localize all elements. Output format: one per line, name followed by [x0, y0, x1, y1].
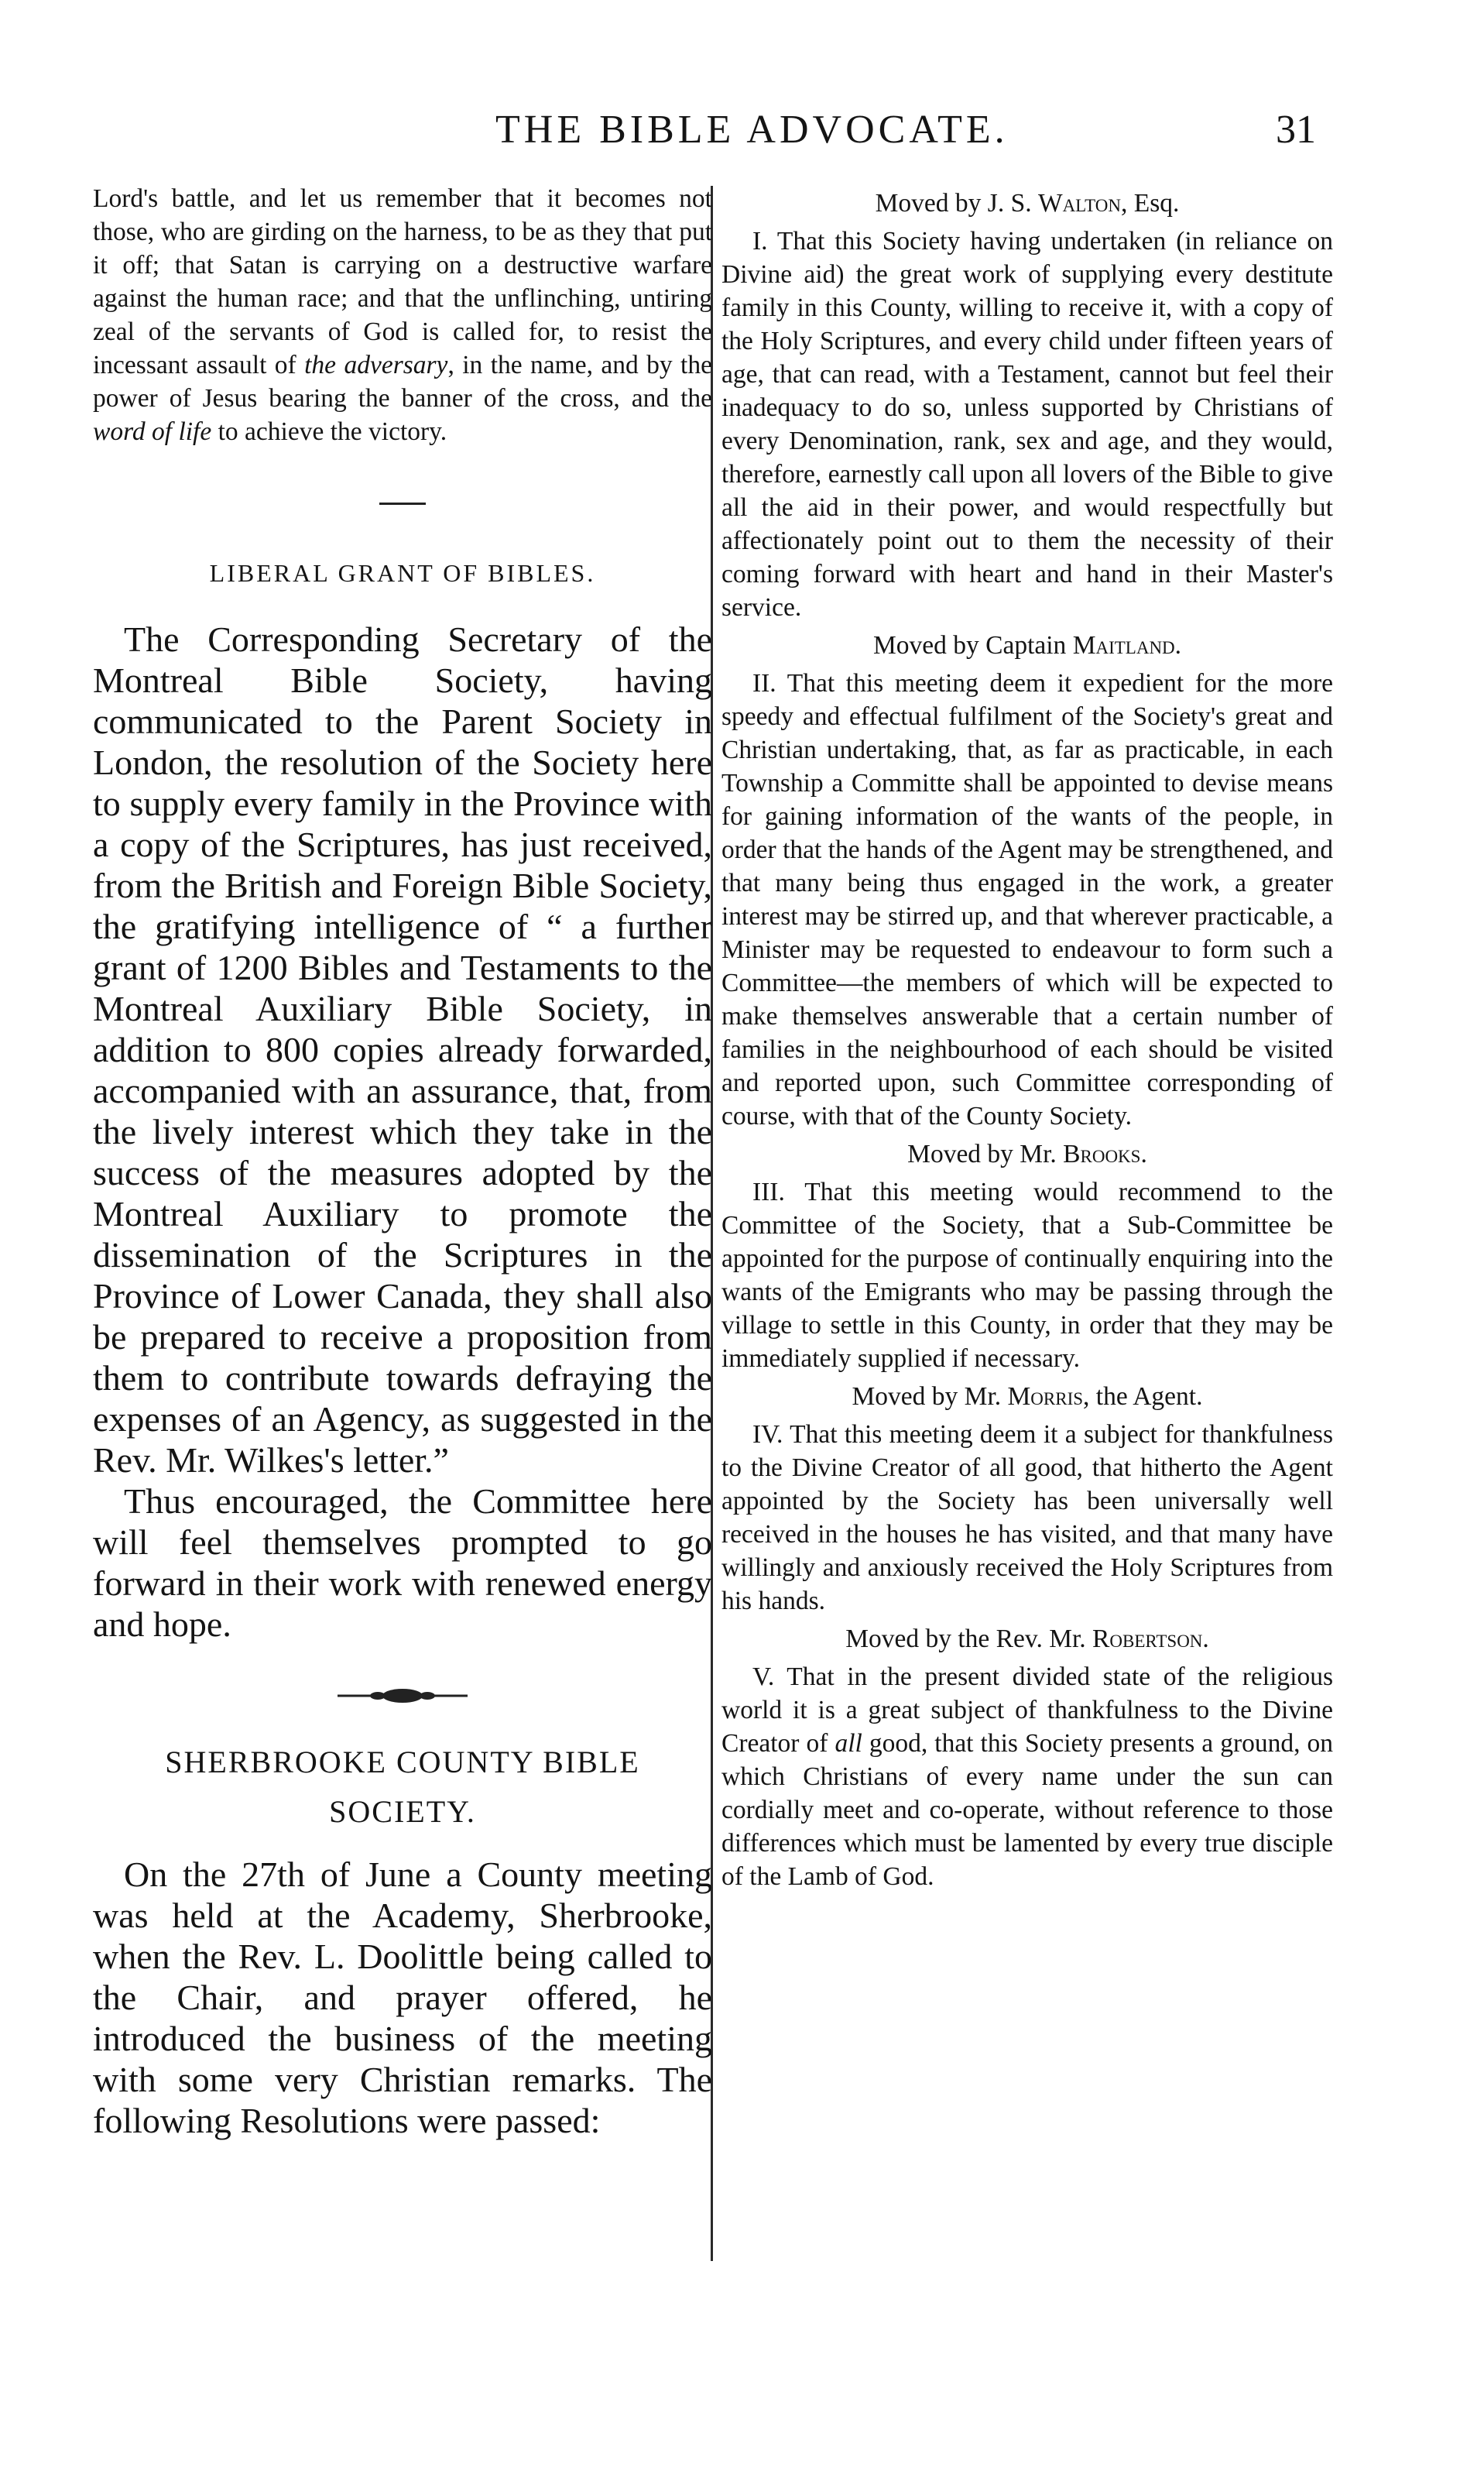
right-column — [721, 182, 1333, 1893]
heading-sherbrooke-line1: SHERBROOKE COUNTY BIBLE — [165, 1745, 640, 1779]
resolution-5 — [721, 1660, 1333, 1893]
meeting-paragraph: On the 27th of June a County meeting was held at the Academy, Sherbrooke, when the Rev. L. Doolittle being called to the Chair, and prayer offered, he introduced the business of the meeting with some very Christian remarks. The following Resolutions were passed: — [93, 1855, 712, 2140]
resolution-1: I. That this Society having undertaken (in reliance on Divine aid) the great work of supplying every destitute family in this County, willing to receive it, with a copy of the Holy Scriptures, and every child under fifteen years of age, that can read, with a Testament, cannot but feel their inadequacy to do so, unless supported by Christians of every Denomination, rank, sex and age, and they would, therefore, earnestly call upon all lovers of the Bible to give all the aid in their power, and would respectfully but affectionately point out to them the necessity of their coming forward with heart and hand in their Master's service. — [721, 227, 1333, 622]
moved-suffix: , Esq. — [1120, 189, 1180, 218]
resolution-4: IV. That this meeting deem it a subject for thankfulness to the Divine Creator of all good, that hitherto the Agent appointed by the Society has been universally well received in the houses he has visited, and that many have willingly and anxiously received the Holy Scriptures from his hands. — [721, 1420, 1333, 1615]
mover-name: Robertson — [1092, 1625, 1203, 1653]
heading-sherbrooke — [93, 1738, 712, 1837]
resolution-2: II. That this meeting deem it expedient for the more speedy and effectual fulfilment of the Society's great and Christian undertaking, that, as far as practicable, in each Township a Committe shall be appointed to devise means for gaining information of the wants of the people, in order that the hands of the Agent may be strengthened, and that many being thus engaged in the work, a greater interest may be stirred up, and that wherever practicable, a Minister may be requested to endeavour to form such a Committee—the members of which will be expected to make themselves answerable that a certain number of families in the neighbourhood of each should be visited and reported upon, such Committee corresponding of course, with that of the County Society. — [721, 669, 1333, 1131]
heading-liberal-grant: LIBERAL GRANT OF BIBLES. — [209, 559, 596, 587]
moved-prefix: Moved by Mr. — [852, 1382, 1008, 1411]
mover-name: Walton — [1037, 189, 1121, 218]
moved-suffix: . — [1140, 1140, 1147, 1168]
running-title: THE BIBLE ADVOCATE. — [495, 108, 1009, 152]
closing-emphasis-adversary: the adversary — [304, 351, 448, 379]
moved-suffix: . — [1174, 631, 1182, 660]
closing-emphasis-word-of-life: word of life — [93, 417, 212, 446]
page-number: 31 — [1276, 108, 1316, 152]
mover-name: Brooks — [1063, 1140, 1141, 1168]
encouraged-paragraph: Thus encouraged, the Committee here will feel themselves prompted to go forward in their work with renewed energy and hope. — [93, 1481, 712, 1644]
moved-by-brooks — [721, 1137, 1333, 1171]
left-column — [93, 182, 712, 2141]
moved-by-robertson — [721, 1622, 1333, 1656]
moved-by-maitland — [721, 629, 1333, 662]
resolution-5-text-b: good, that this Society presents a ground, on which Christians of every name under the sun can cordially meet and co-operate, without reference to those differences which must be lamented by every true disciple of the Lamb of God. — [721, 1729, 1334, 1891]
moved-by-morris — [721, 1380, 1333, 1413]
moved-prefix: Moved by Captain — [872, 631, 1073, 660]
moved-suffix: , the Agent. — [1083, 1382, 1203, 1411]
closing-text-c: to achieve the victory. — [211, 417, 447, 446]
closing-text-b: , in the name, and by the power of Jesus bearing the banner of the cross, and the — [93, 351, 712, 413]
grant-paragraph: The Corresponding Secretary of the Montreal Bible Society, having communicated to the Parent Society in London, the resolution of the Society here to supply every family in the Province with a copy of the Scriptures, has just received, from the British and Foreign Bible Society, the gratifying intelligence of “ a further grant of 1200 Bibles and Testaments to the Montreal Auxiliary Bible Society, in addition to 800 copies already forwarded, accompanied with an assurance, that, from the lively interest which they take in the success of the measures adopted by the Montreal Auxiliary to promote the dissemination of the Scriptures in the Province of Lower Canada, they shall also be prepared to receive a proposition from them to contribute towards defraying the expenses of an Agency, as suggested in the Rev. Mr. Wilkes's letter.” — [93, 619, 712, 1480]
moved-prefix: Moved by the Rev. Mr. — [845, 1625, 1093, 1653]
moved-by-walton — [721, 187, 1333, 220]
ornament-divider — [333, 1686, 472, 1705]
moved-prefix: Moved by Mr. — [907, 1140, 1064, 1168]
resolution-5-emphasis: all — [835, 1729, 862, 1758]
mover-name: Maitland — [1072, 631, 1175, 660]
section-dash — [379, 503, 426, 505]
closing-paragraph — [93, 182, 712, 448]
closing-text-a: Lord's battle, and let us remember that it becomes not those, who are girding on the harness, to be as they that put it off; that Satan is carrying on a destructive warfare against the human race; and that the unflinching, untiring zeal of the servants of God is called for, to resist the incessant assault of — [93, 184, 712, 379]
resolution-3: III. That this meeting would recommend to the Committee of the Society, that a Sub-Committee be appointed for the purpose of continually enquiring into the wants of the Emigrants who may be passing through the village to settle in this County, in order that they may be immediately supplied if necessary. — [721, 1178, 1333, 1373]
page-header — [93, 107, 1316, 153]
resolution-5-text-a: V. That in the present divided state of the religious world it is a great subject of thankfulness to the Divine Creator of — [721, 1662, 1333, 1758]
moved-prefix: Moved by J. S. — [875, 189, 1038, 218]
mover-name: Morris — [1007, 1382, 1084, 1411]
moved-suffix: . — [1202, 1625, 1209, 1653]
heading-sherbrooke-line2: SOCIETY. — [329, 1794, 476, 1829]
